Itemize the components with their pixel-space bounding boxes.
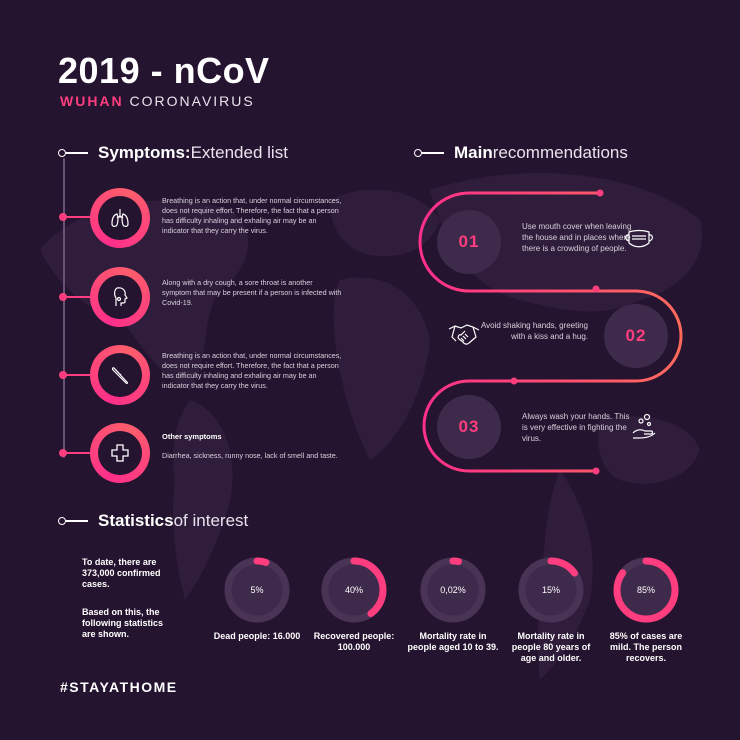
path-dot	[511, 378, 518, 385]
symptom-description: Along with a dry cough, a sore throat is another symptom that may be present if a person is infected with Covid-19.	[162, 278, 342, 307]
recommendation-text: Avoid shaking hands, greeting with a kiss and a hug.	[480, 321, 588, 341]
symptoms-heading-light: Extended list	[190, 143, 288, 162]
stat-label: 85% of cases are mild. The person recovers.	[609, 631, 683, 663]
path-dot	[593, 286, 600, 293]
recommendation-text: Use mouth cover when leaving the house and in places where there is a crowding of people.	[522, 222, 632, 253]
subtitle-rest: CORONAVIRUS	[123, 93, 255, 109]
heading-bullet-icon	[58, 517, 66, 525]
stat-label: Mortality rate in people 80 years of age and older.	[511, 631, 591, 663]
statistics-heading-bold: Statistics	[98, 511, 174, 530]
recommendation-text: Always wash your hands. This is very effective in fighting the virus.	[522, 412, 630, 443]
recommendation-number: 01	[437, 210, 501, 274]
handshake-icon	[447, 320, 481, 348]
stat-percentage: 85%	[636, 585, 655, 595]
statistics-heading	[58, 511, 248, 531]
stat-label: Recovered people: 100.000	[313, 631, 395, 652]
path-dot	[597, 190, 604, 197]
recommendation-number: 02	[604, 304, 668, 368]
page-title: 2019 - nCoV	[58, 50, 270, 91]
recommendations-heading-bold: Main	[454, 143, 493, 162]
statistics-heading-light: of interest	[173, 511, 249, 530]
symptom-description: Breathing is an action that, under normal circumstances, does not require effort. Therefore, the fact that a person has difficulty inhaling and exhaling air may be an indicator that they carry the virus.	[162, 196, 342, 235]
symptoms-heading-bold: Symptoms:	[98, 143, 191, 162]
stat-label: Mortality rate in people aged 10 to 39.	[407, 631, 499, 652]
symptom-description: Breathing is an action that, under normal circumstances, does not require effort. Therefore, the fact that a person has difficulty inhaling and exhaling air may be an indicator that they carry the virus.	[162, 351, 342, 390]
stat-percentage: 15%	[541, 585, 560, 595]
stat-label: Dead people: 16.000	[213, 631, 301, 641]
subtitle-accent: WUHAN	[60, 93, 124, 109]
stat-percentage: 5%	[250, 585, 264, 595]
heading-line	[66, 520, 88, 522]
symptom-description: Diarrhea, sickness, runny nose, lack of smell and taste.	[162, 451, 338, 460]
hashtag: #STAYATHOME	[60, 679, 178, 695]
path-dot	[593, 468, 600, 475]
stat-percentage: 40%	[344, 585, 363, 595]
statistics-intro-note: Based on this, the following statistics are shown.	[82, 607, 164, 639]
recommendation-number: 03	[437, 395, 501, 459]
face-mask-icon	[623, 228, 655, 250]
stat-percentage: 0,02%	[440, 585, 466, 595]
recommendations-heading-light: recommendations	[492, 143, 628, 162]
hand-washing-icon	[631, 413, 657, 441]
symptom-title: Other symptoms	[162, 432, 222, 441]
statistics-intro-cases: To date, there are 373,000 confirmed cases.	[82, 557, 161, 589]
